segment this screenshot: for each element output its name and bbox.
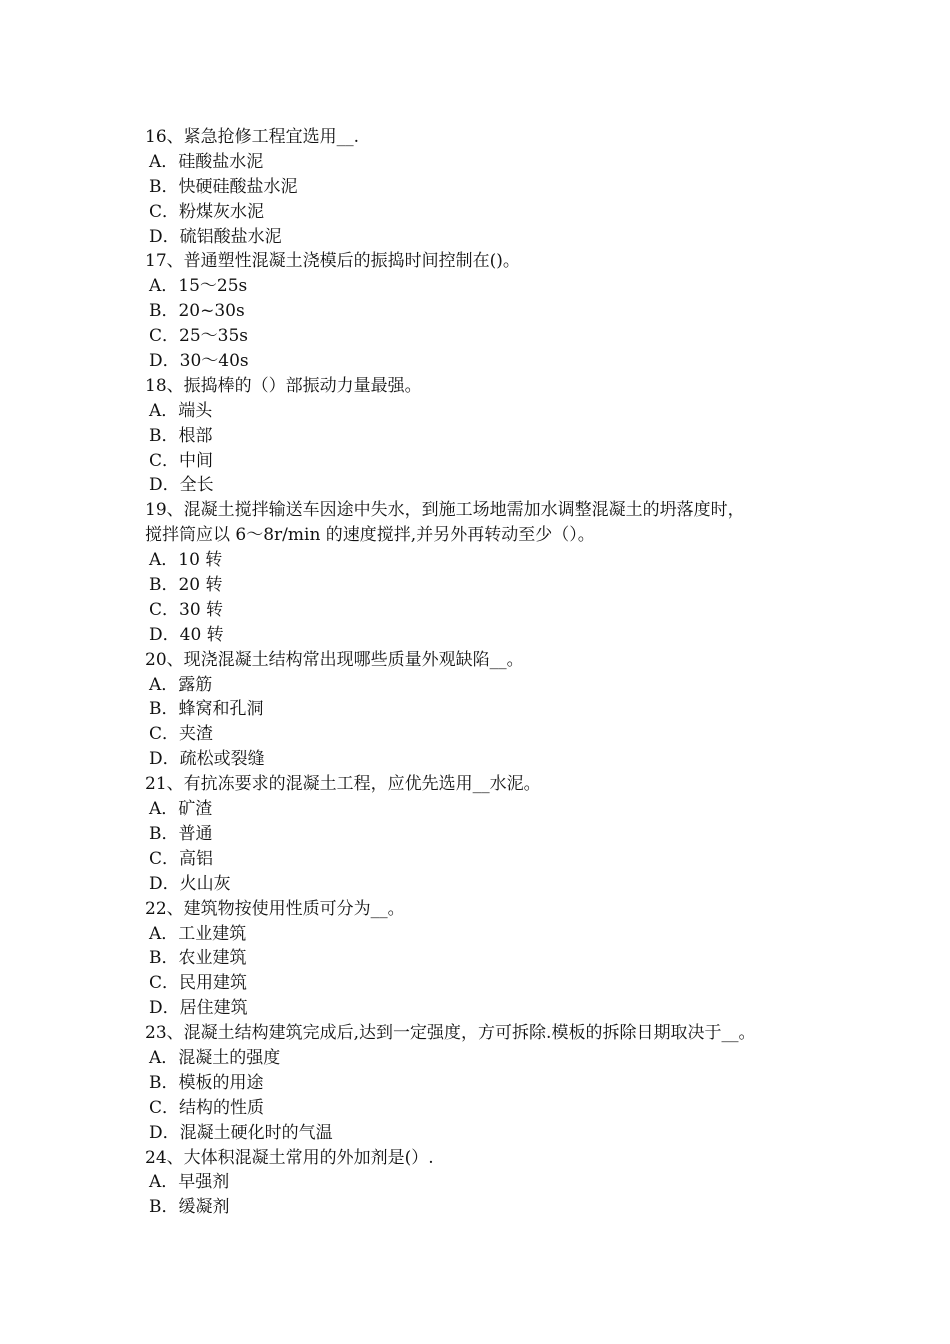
question-text: 23、混凝土结构建筑完成后,达到一定强度，方可拆除.模板的拆除日期取决于__。	[145, 1023, 756, 1044]
option-a: A．端头	[149, 400, 213, 421]
document-page	[145, 125, 825, 1220]
question-text-continued: 搅拌筒应以 6～8r/min 的速度搅拌,并另外再转动至少（）。	[145, 525, 595, 546]
question-18	[145, 374, 825, 498]
question-text: 17、普通塑性混凝土浇模后的振捣时间控制在()。	[145, 251, 520, 272]
option-b: B．快硬硅酸盐水泥	[149, 176, 298, 197]
question-text: 16、紧急抢修工程宜选用__.	[145, 127, 360, 147]
option-d: D．40 转	[149, 624, 224, 645]
question-text: 24、大体积混凝土常用的外加剂是(）.	[145, 1147, 434, 1168]
option-a: A．工业建筑	[149, 923, 247, 944]
question-text: 18、振捣棒的（）部振动力量最强。	[145, 375, 422, 396]
option-b: B．20 转	[149, 575, 223, 596]
option-a: A．硅酸盐水泥	[149, 151, 264, 172]
question-text: 21、有抗冻要求的混凝土工程，应优先选用__水泥。	[145, 774, 541, 795]
question-24	[145, 1146, 825, 1221]
option-c: C．结构的性质	[149, 1097, 265, 1118]
question-text: 20、现浇混凝土结构常出现哪些质量外观缺陷__。	[145, 649, 524, 670]
question-22	[145, 897, 825, 1021]
option-c: C．夹渣	[149, 724, 214, 745]
question-23	[145, 1021, 825, 1145]
option-c: C．25～35s	[149, 326, 248, 347]
option-a: A．10 转	[149, 550, 223, 571]
option-d: D．疏松或裂缝	[149, 749, 265, 770]
option-b: B．蜂窝和孔洞	[149, 699, 264, 720]
question-text: 19、混凝土搅拌输送车因途中失水，到施工场地需加水调整混凝土的坍落度时，	[145, 500, 745, 521]
option-d: D．全长	[149, 475, 214, 496]
option-d: D．火山灰	[149, 873, 231, 894]
option-a: A．矿渣	[149, 799, 213, 820]
option-b: B．普通	[149, 823, 213, 844]
option-d: D．硫铝酸盐水泥	[149, 226, 282, 247]
option-d: D．混凝土硬化时的气温	[149, 1122, 333, 1143]
option-d: D．居住建筑	[149, 998, 248, 1019]
option-b: B．根部	[149, 425, 213, 446]
option-c: C．高铝	[149, 848, 214, 869]
option-a: A．早强剂	[149, 1172, 230, 1193]
option-b: B．农业建筑	[149, 948, 247, 969]
option-c: C．粉煤灰水泥	[149, 201, 265, 222]
option-b: B．模板的用途	[149, 1072, 264, 1093]
option-d: D．30～40s	[149, 351, 249, 372]
question-17	[145, 249, 825, 373]
option-b: B．20~30s	[149, 301, 245, 322]
option-c: C．30 转	[149, 599, 224, 620]
option-a: A．15～25s	[149, 276, 248, 297]
option-a: A．混凝土的强度	[149, 1047, 281, 1068]
option-c: C．中间	[149, 450, 214, 471]
option-c: C．民用建筑	[149, 973, 248, 994]
question-text: 22、建筑物按使用性质可分为__。	[145, 898, 405, 919]
option-b: B．缓凝剂	[149, 1197, 230, 1218]
question-21	[145, 772, 825, 896]
option-a: A．露筋	[149, 674, 213, 695]
question-20	[145, 648, 825, 772]
question-16	[145, 125, 825, 249]
question-19	[145, 498, 825, 647]
